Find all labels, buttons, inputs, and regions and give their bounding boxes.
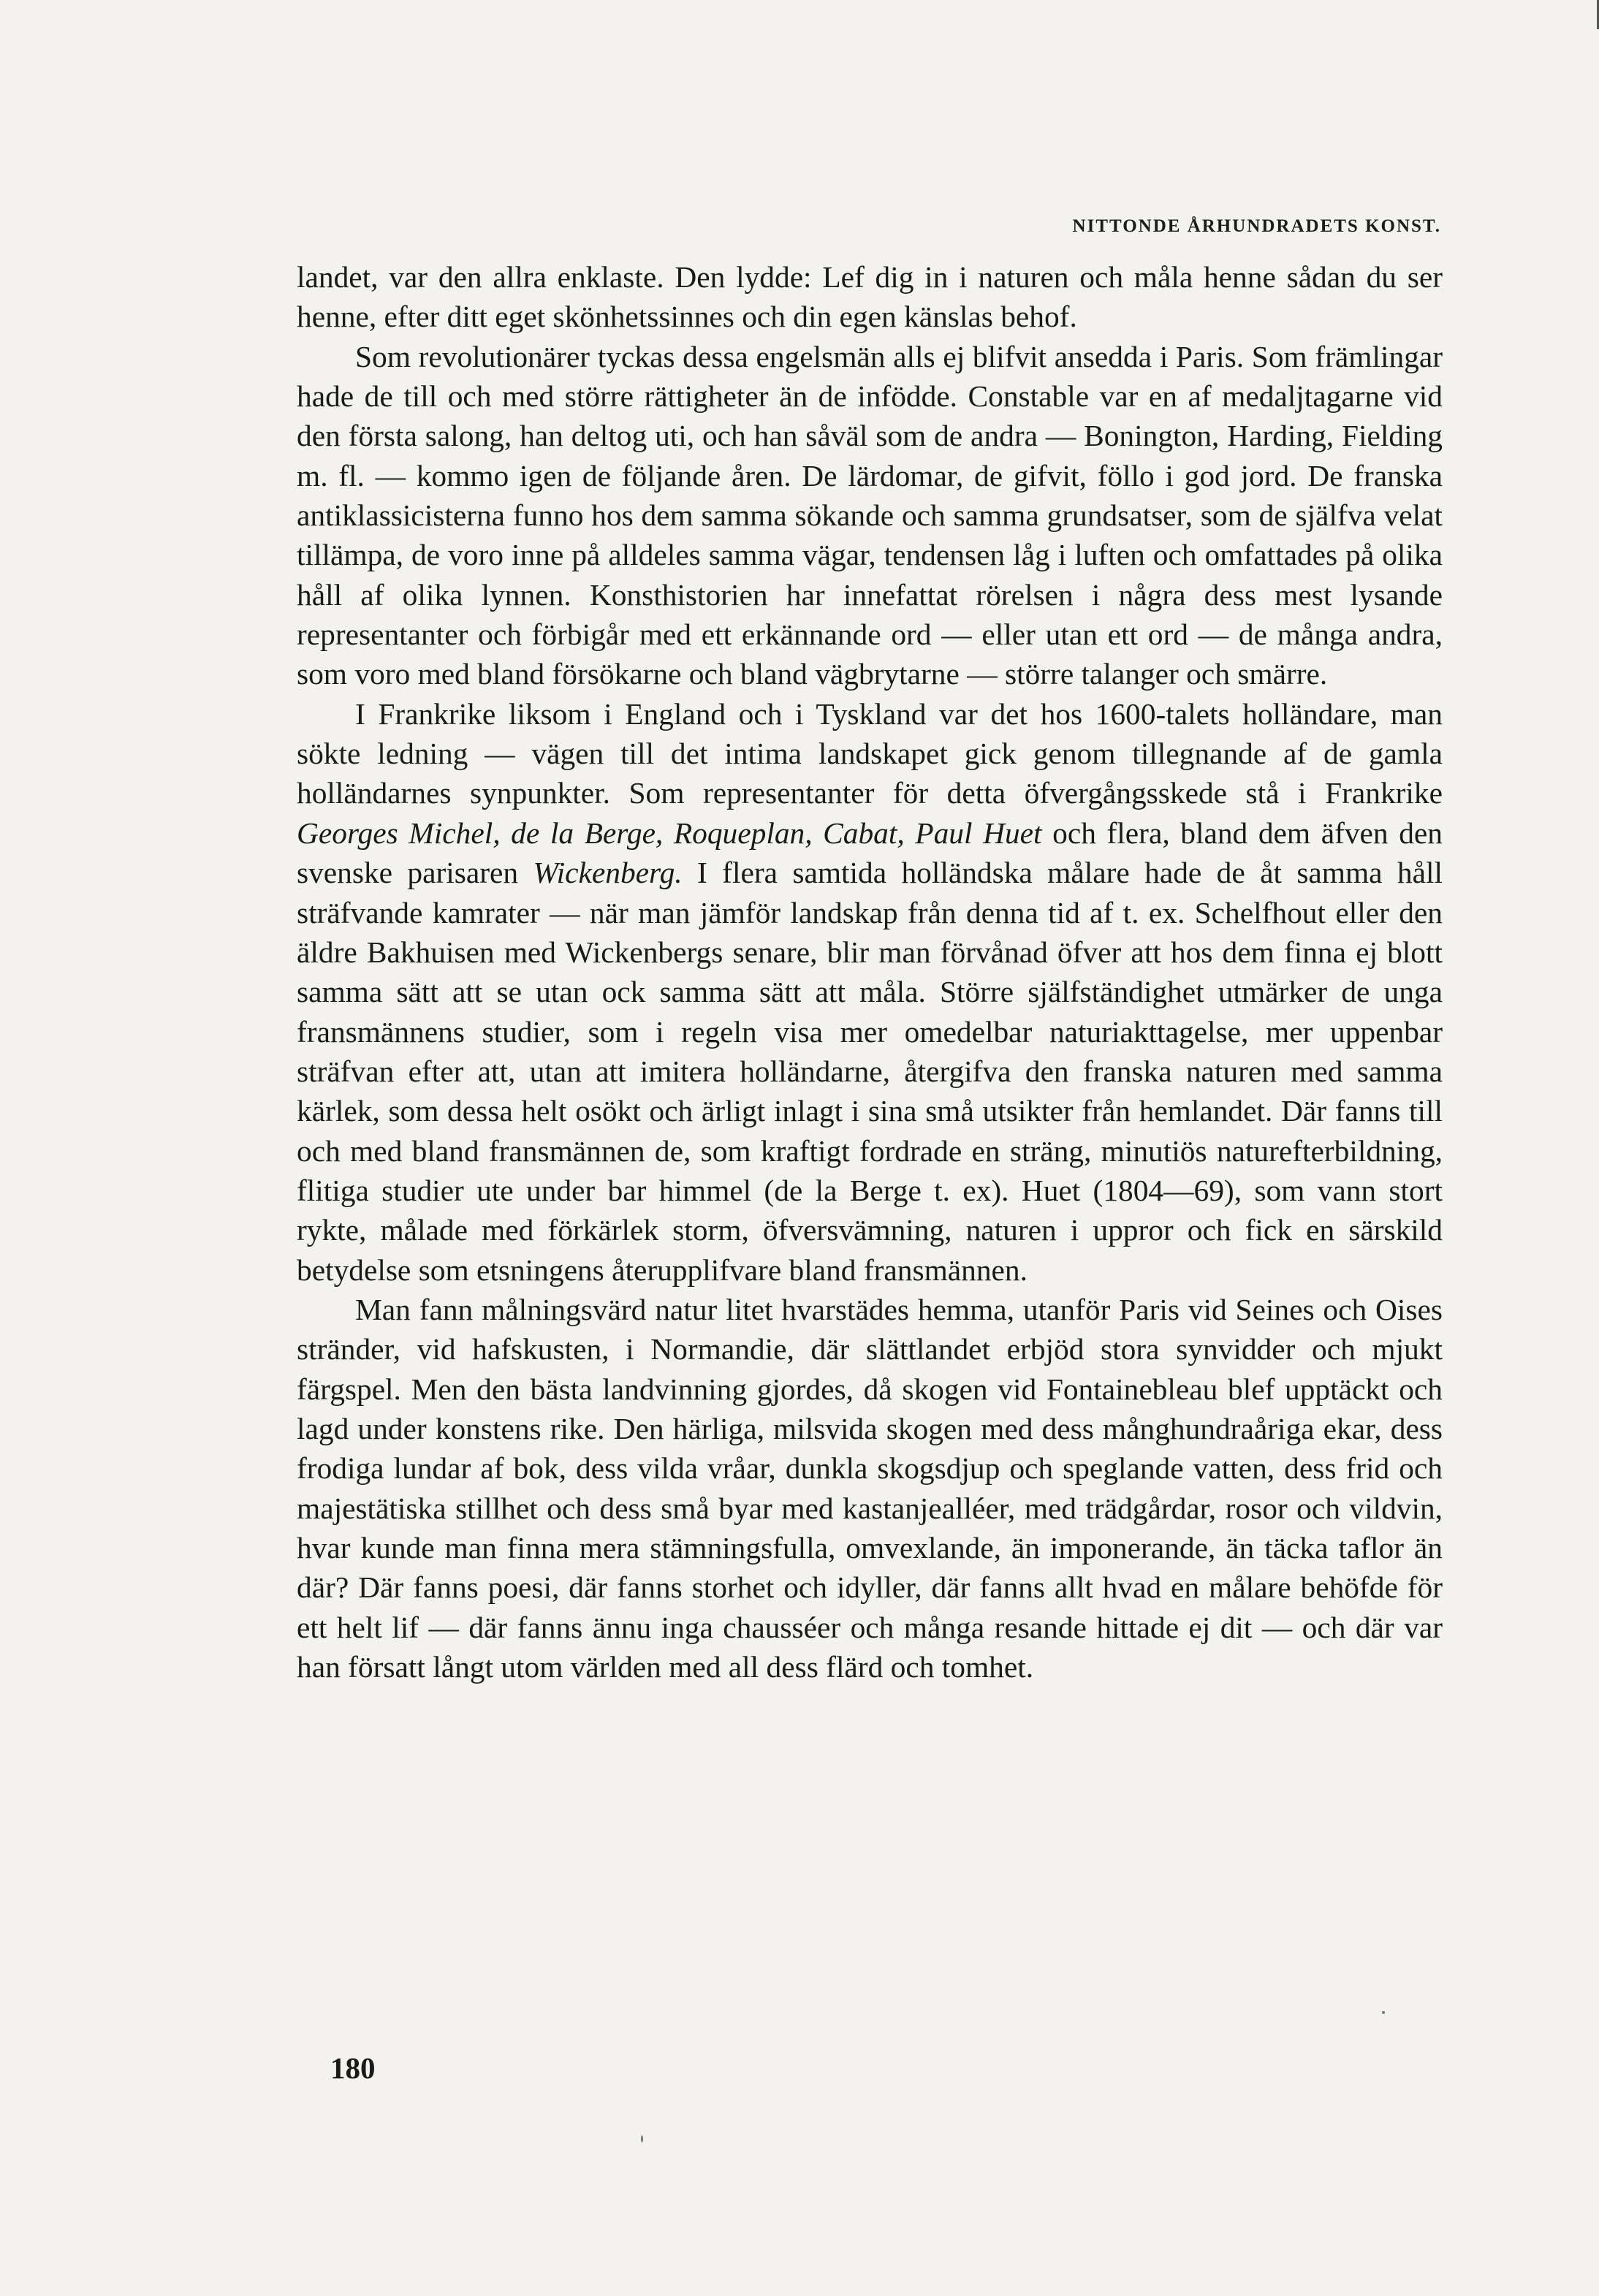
scan-speck: [1382, 2011, 1385, 2014]
paragraph-1: landet, var den allra enklaste. Den lydde: Lef dig in i naturen och måla henne sådan du ser henne, efter ditt eget skönhetssinnes och din egen känslas behof.: [297, 260, 1443, 334]
paragraph-3-part-a: I Frankrike liksom i England och i Tyskland var det hos 1600-talets holländare, man sökte ledning — vägen till det intima landskapet gick genom tillegnande af de gamla holländarnes synpunkter. Som representanter för detta öfvergångsskede stå i Frankrike: [297, 696, 1443, 810]
running-header: NITTONDE ÅRHUNDRADETS KONST.: [1072, 216, 1441, 236]
page-number: 180: [330, 2051, 376, 2085]
body-text: [297, 257, 1443, 1687]
paragraph-2: Som revolutionärer tyckas dessa engelsmän alls ej blifvit ansedda i Paris. Som främlingar hade de till och med större rättigheter än de infödde. Constable var en af medaljtagarne vid den första salong, han deltog uti, och han såväl som de andra — Bonington, Harding, Fielding m. fl. — kommo igen de följande åren. De lärdomar, de gifvit, föllo i god jord. De franska antiklassicisterna funno hos dem samma sökande och samma grundsatser, som de själfva velat tillämpa, de voro inne på alldeles samma vägar, tendensen låg i luften och omfattades på olika håll af olika lynnen. Konsthistorien har innefattat rörelsen i några dess mest lysande representanter och förbigår med ett erkännande ord — eller utan ett ord — de många andra, som voro med bland försökarne och bland vägbrytarne — större talanger och smärre.: [297, 339, 1443, 691]
paragraph-3-part-c: I flera samtida holländska målare hade de åt samma håll sträfvande kamrater — när man jämför landskap från denna tid af t. ex. Schelfhout eller den äldre Bakhuisen med Wickenbergs senare, blir man förvånad öfver att hos dem finna ej blott samma sätt att se utan ock samma sätt att måla. Större själfständighet utmärker de unga fransmännens studier, som i regeln visa mer omedelbar naturiakttagelse, mer uppenbar sträfvan efter att, utan att imitera holländarne, återgifva den franska naturen med samma kärlek, som dessa helt osökt och ärligt inlagt i sina små utsikter från hemlandet. Där fanns till och med bland fransmännen de, som kraftigt fordrade en sträng, minutiös naturefterbildning, flitiga studier ute under bar himmel (de la Berge t. ex). Huet (1804—69), som vann stort rykte, målade med förkärlek storm, öfversvämning, naturen i uppror och fick en särskild betydelse som etsningens återupplifvare bland fransmännen.: [297, 856, 1443, 1287]
wickenberg-name: Wickenberg.: [533, 856, 683, 890]
paragraph-4: Man fann målningsvärd natur litet hvarstädes hemma, utanför Paris vid Seines och Oises stränder, vid hafskusten, i Normandie, där slättlandet erbjöd stora synvidder och mjukt färgspel. Men den bästa landvinning gjordes, då skogen vid Fontainebleau blef upptäckt och lagd under konstens rike. Den härliga, milsvida skogen med dess månghundraåriga ekar, dess frodiga lundar af bok, dess vilda vråar, dunkla skogsdjup och speglande vatten, dess frid och majestätiska stillhet och dess små byar med kastanjealléer, med trädgårdar, rosor och vildvin, hvar kunde man finna mera stämningsfulla, omvexlande, än imponerande, än täcka taflor än där? Där fanns poesi, där fanns storhet och idyller, där fanns allt hvad en målare behöfde för ett helt lif — där fanns ännu inga chausséer och många resande hittade ej dit — och där var han försatt långt utom världen med all dess flärd och tomhet.: [297, 1292, 1443, 1684]
painter-names: Georges Michel, de la Berge, Roqueplan, Cabat, Paul Huet: [297, 816, 1042, 850]
paragraph-3-part-b: och flera, bland dem äfven den svenske parisaren: [297, 816, 1443, 890]
scan-speck: [641, 2135, 643, 2143]
paragraph-3: [297, 694, 1443, 1290]
